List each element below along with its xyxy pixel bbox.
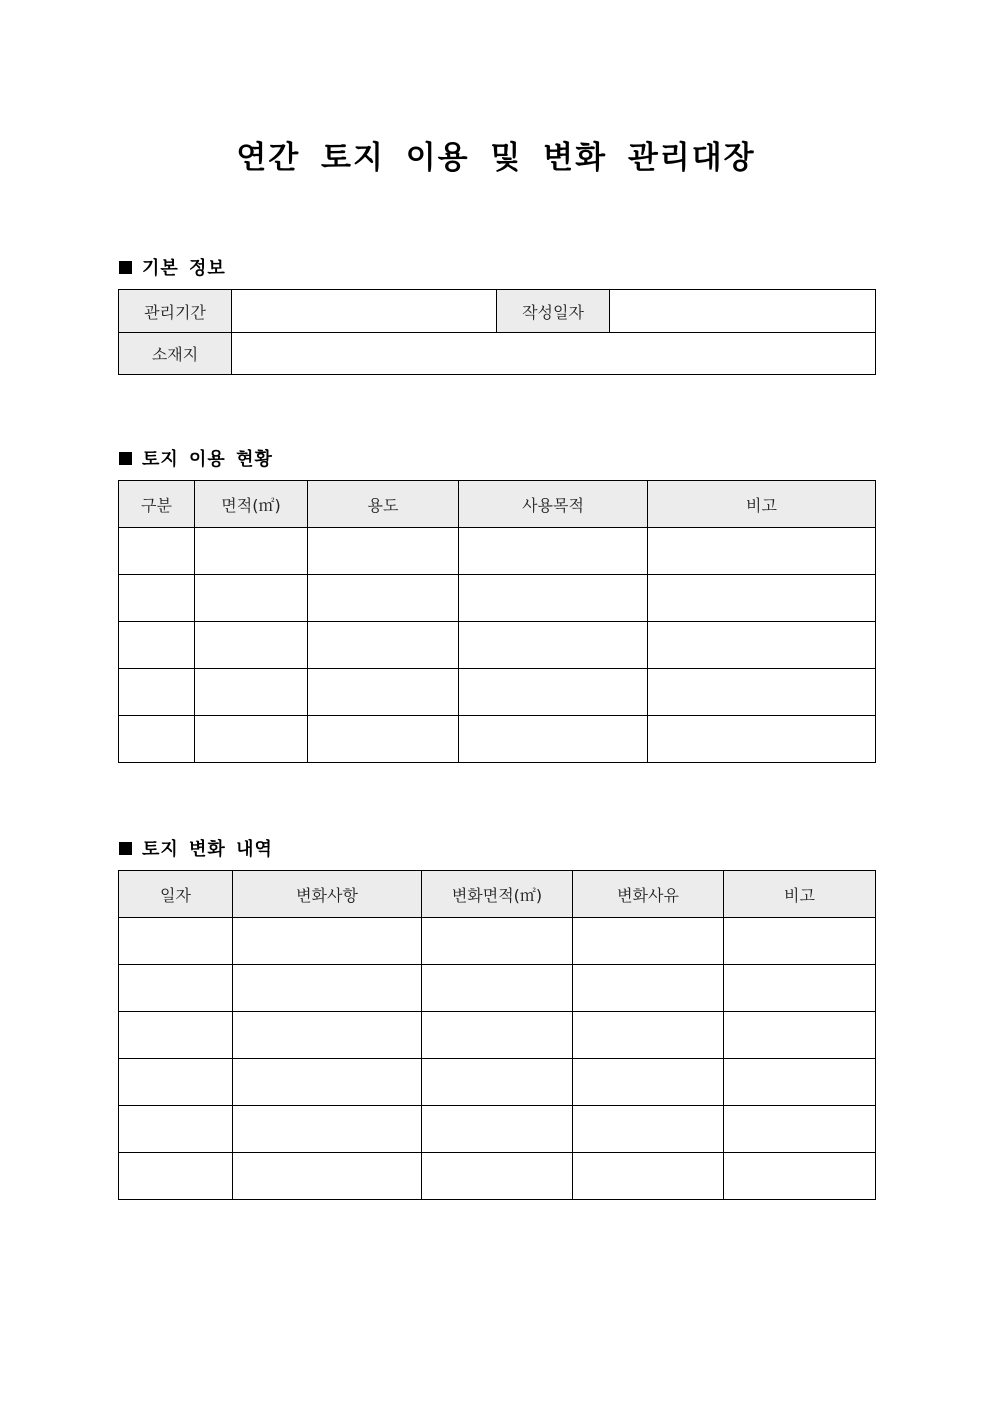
table-cell[interactable] (119, 716, 195, 763)
table-row (119, 965, 876, 1012)
table-row (119, 669, 876, 716)
table-cell[interactable] (459, 669, 648, 716)
table-cell[interactable] (573, 1153, 724, 1200)
document-title: 연간 토지 이용 및 변화 관리대장 (236, 140, 756, 176)
table-cell[interactable] (119, 1012, 233, 1059)
period-field[interactable] (232, 290, 497, 333)
table-cell[interactable] (233, 1012, 422, 1059)
table-cell[interactable] (422, 965, 573, 1012)
label-written-date: 작성일자 (497, 290, 610, 333)
column-header: 변화면적(㎡) (422, 871, 573, 918)
table-cell[interactable] (648, 716, 876, 763)
table-cell[interactable] (195, 669, 308, 716)
table-row (119, 1153, 876, 1200)
table-cell[interactable] (308, 575, 459, 622)
written-date-field[interactable] (610, 290, 876, 333)
table-cell[interactable] (195, 528, 308, 575)
table-cell[interactable] (724, 918, 876, 965)
table-cell[interactable] (459, 528, 648, 575)
table-cell[interactable] (233, 918, 422, 965)
table-cell[interactable] (195, 716, 308, 763)
basic-info-table (118, 289, 876, 375)
table-row (119, 1106, 876, 1153)
table-cell[interactable] (119, 1059, 233, 1106)
table-cell[interactable] (648, 575, 876, 622)
table-cell[interactable] (233, 965, 422, 1012)
square-bullet-icon (119, 261, 132, 274)
table-cell[interactable] (573, 965, 724, 1012)
column-header: 비고 (648, 481, 876, 528)
table-cell[interactable] (648, 622, 876, 669)
location-field[interactable] (232, 333, 876, 375)
table-cell[interactable] (119, 669, 195, 716)
section-heading-land-changes (119, 835, 273, 861)
table-cell[interactable] (233, 1153, 422, 1200)
table-cell[interactable] (308, 669, 459, 716)
table-cell[interactable] (119, 575, 195, 622)
table-row (119, 1059, 876, 1106)
land-changes-table (118, 870, 876, 1200)
table-cell[interactable] (573, 1012, 724, 1059)
table-cell[interactable] (119, 918, 233, 965)
table-cell[interactable] (233, 1106, 422, 1153)
table-cell[interactable] (573, 1059, 724, 1106)
table-cell[interactable] (724, 1153, 876, 1200)
section-heading-basic-info (119, 254, 226, 280)
table-cell[interactable] (119, 1106, 233, 1153)
table-cell[interactable] (459, 575, 648, 622)
column-header: 용도 (308, 481, 459, 528)
label-period: 관리기간 (119, 290, 232, 333)
table-cell[interactable] (422, 918, 573, 965)
table-cell[interactable] (724, 1012, 876, 1059)
section-title: 기본 정보 (142, 258, 226, 279)
table-cell[interactable] (195, 575, 308, 622)
section-title: 토지 변화 내역 (142, 839, 273, 860)
table-cell[interactable] (459, 716, 648, 763)
column-header: 일자 (119, 871, 233, 918)
table-cell[interactable] (422, 1059, 573, 1106)
table-cell[interactable] (233, 1059, 422, 1106)
table-cell[interactable] (422, 1106, 573, 1153)
column-header: 비고 (724, 871, 876, 918)
table-cell[interactable] (195, 622, 308, 669)
table-cell[interactable] (422, 1153, 573, 1200)
table-cell[interactable] (648, 528, 876, 575)
table-cell[interactable] (119, 622, 195, 669)
table-cell[interactable] (308, 622, 459, 669)
square-bullet-icon (119, 842, 132, 855)
table-cell[interactable] (573, 918, 724, 965)
table-row (119, 716, 876, 763)
table-row (119, 575, 876, 622)
section-title: 토지 이용 현황 (142, 449, 273, 470)
table-cell[interactable] (648, 669, 876, 716)
column-header: 사용목적 (459, 481, 648, 528)
column-header: 변화사유 (573, 871, 724, 918)
section-heading-land-use (119, 445, 273, 471)
table-cell[interactable] (119, 1153, 233, 1200)
table-cell[interactable] (308, 528, 459, 575)
label-location: 소재지 (119, 333, 232, 375)
table-row (119, 528, 876, 575)
column-header: 구분 (119, 481, 195, 528)
column-header: 면적(㎡) (195, 481, 308, 528)
table-cell[interactable] (724, 965, 876, 1012)
table-cell[interactable] (573, 1106, 724, 1153)
table-cell[interactable] (724, 1059, 876, 1106)
table-cell[interactable] (119, 965, 233, 1012)
table-cell[interactable] (119, 528, 195, 575)
table-cell[interactable] (308, 716, 459, 763)
table-cell[interactable] (459, 622, 648, 669)
table-row (119, 1012, 876, 1059)
table-cell[interactable] (422, 1012, 573, 1059)
column-header: 변화사항 (233, 871, 422, 918)
table-row (119, 918, 876, 965)
square-bullet-icon (119, 452, 132, 465)
land-use-table (118, 480, 876, 763)
table-cell[interactable] (724, 1106, 876, 1153)
table-row (119, 622, 876, 669)
